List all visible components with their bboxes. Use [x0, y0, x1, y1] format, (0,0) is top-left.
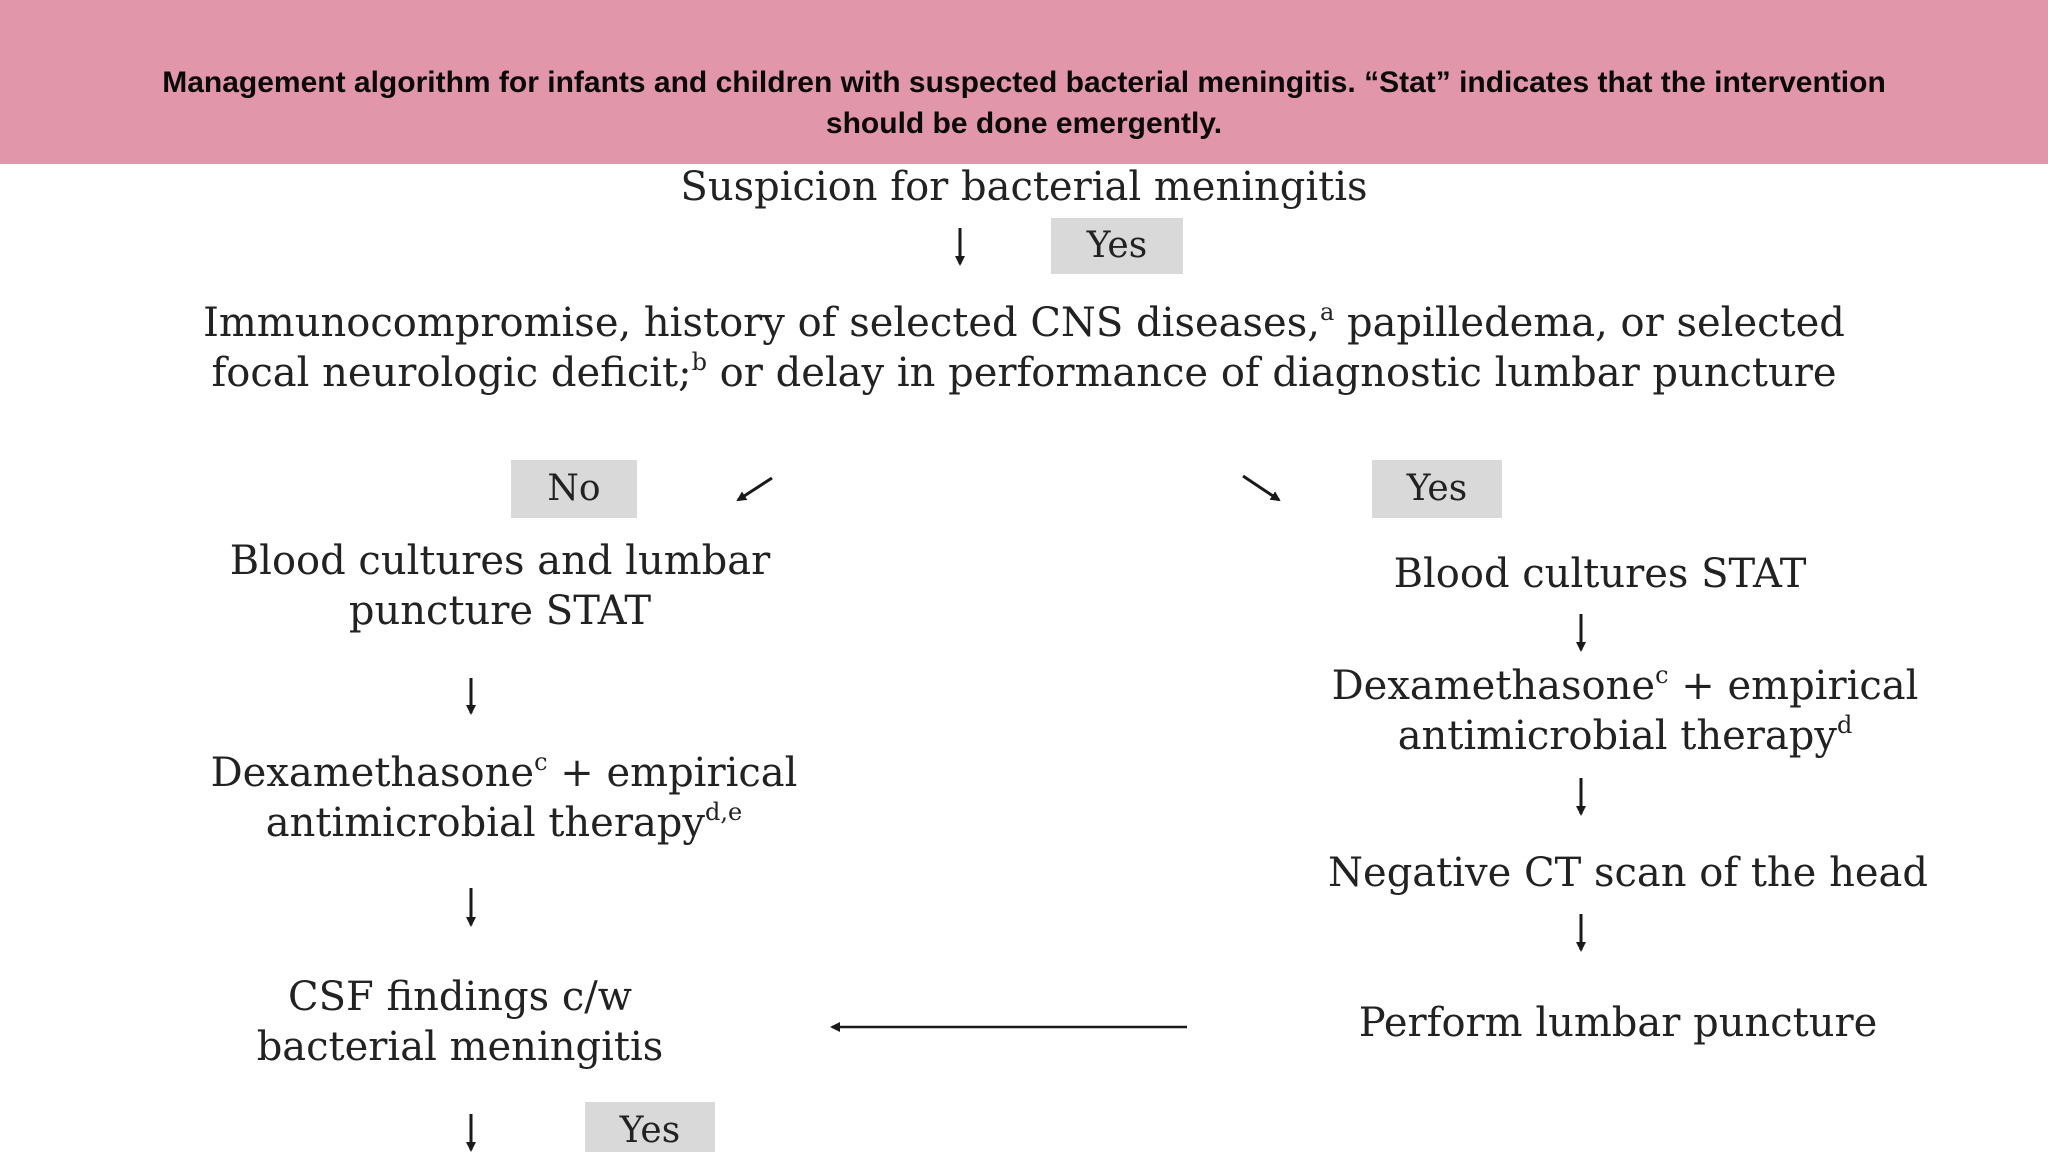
ct-scan-text: Negative CT scan of the head [1328, 850, 1928, 896]
right-dexa-line1-text-b: + empirical [1668, 663, 1919, 709]
footnote-a: a [1319, 298, 1335, 326]
tag-yes-right-text: Yes [1406, 468, 1468, 509]
criteria-line2-text-a: focal neurologic deficit; [211, 350, 692, 396]
footnote-d-right: d [1836, 711, 1853, 739]
arrow-diag-left [738, 478, 772, 500]
right-cultures-text: Blood cultures STAT [1393, 551, 1807, 597]
left-dexa-line2-text-a: antimicrobial therapy [265, 800, 706, 846]
footnote-de-left: d,e [705, 798, 743, 826]
node-suspicion-text: Suspicion for bacterial meningitis [680, 164, 1368, 210]
csf-line1: CSF findings c/w [287, 974, 633, 1020]
tag-no-text: No [547, 468, 601, 509]
left-dexa-line1-text-a: Dexamethasone [210, 750, 535, 796]
tag-yes-bottom-text: Yes [619, 1110, 681, 1151]
footnote-b: b [691, 348, 707, 376]
figure-caption: Management algorithm for infants and children with suspected bacterial meningitis. “Stat” indicates that the intervention should be done emergently. [162, 66, 1886, 140]
footnote-c-right: c [1655, 661, 1669, 689]
lumbar-puncture-text: Perform lumbar puncture [1358, 1000, 1878, 1046]
criteria-line1-text-a: Immunocompromise, history of selected CNS diseases, [203, 300, 1320, 346]
left-cultures-line2: puncture STAT [348, 588, 652, 634]
right-dexa-line1-text-a: Dexamethasone [1331, 663, 1656, 709]
arrow-diag-right [1243, 476, 1279, 500]
tag-yes-top-text: Yes [1086, 225, 1148, 266]
criteria-line1-text-b: papilledema, or selected [1334, 300, 1845, 346]
csf-line2: bacterial meningitis [256, 1024, 664, 1070]
right-dexa-line2-text-a: antimicrobial therapy [1397, 713, 1837, 759]
left-dexa-line1-text-b: + empirical [547, 750, 798, 796]
criteria-line2-text-b: or delay in performance of diagnostic lumbar puncture [706, 350, 1837, 396]
left-cultures-line1: Blood cultures and lumbar [229, 538, 771, 584]
footnote-c-left: c [534, 748, 548, 776]
